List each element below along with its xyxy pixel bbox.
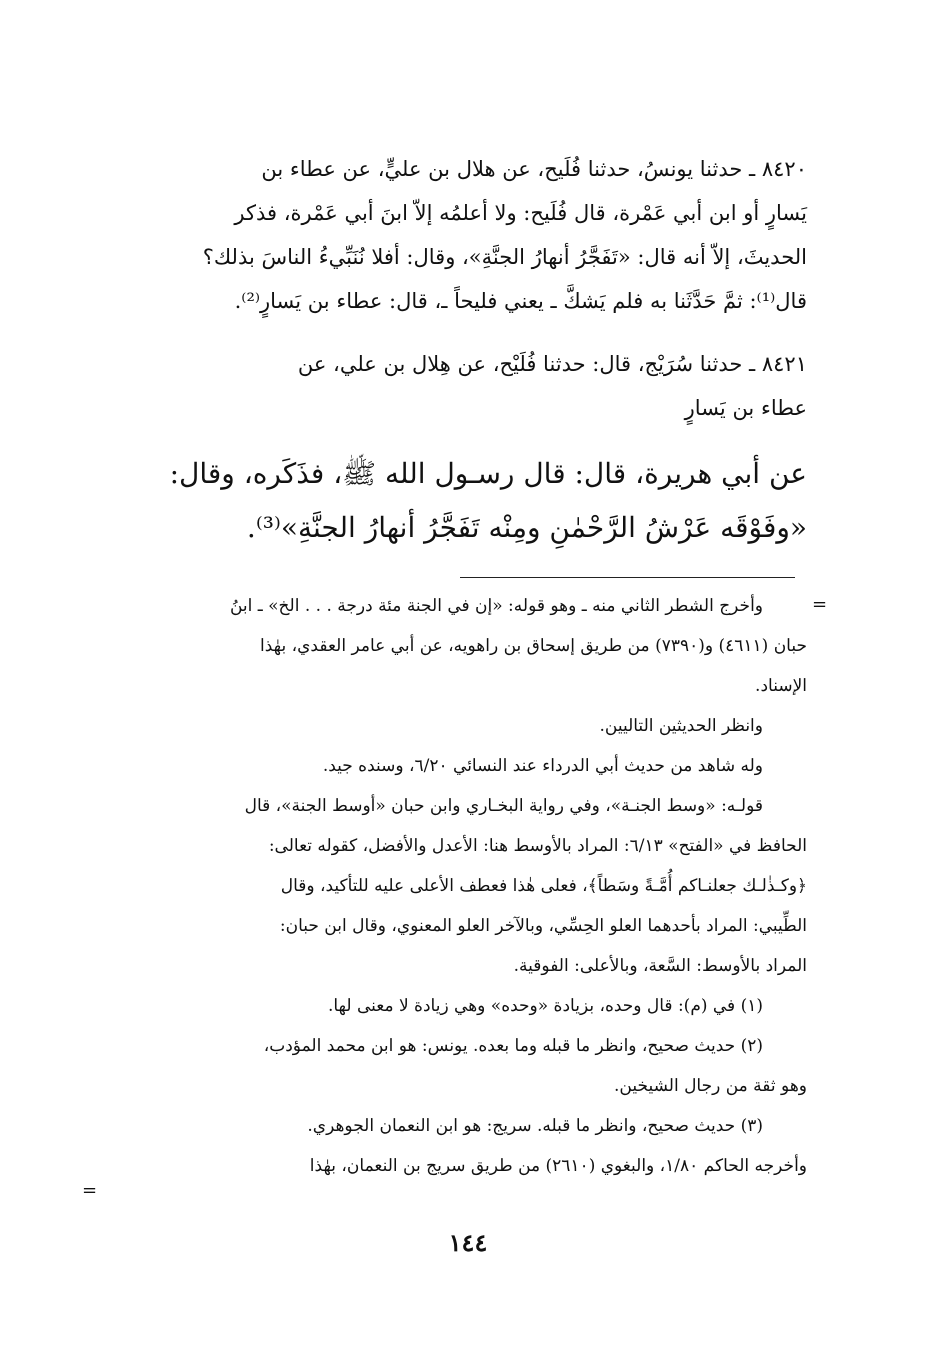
footnote-line: وله شاهد من حديث أبي الدرداء عند النسائي ٦/٢٠، وسنده جيد. [322,756,763,776]
footnote-line: قولـه: «وسط الجنـة»، وفي رواية البخـاري وابن حبان «أوسط الجنة»، قال [244,796,763,816]
text-line: عطاء بن يَسارٍ [684,396,807,420]
text-line: الحديثَ، إلاّ أنه قال: «تَفَجَّرُ أنهارُ الجنَّةِ»، وقال: أفلا نُنَبِّيءُ الناسَ بذلك؟ [202,245,807,269]
footnote-line: وأخرج الشطر الثاني منه ـ وهو قوله: «إن في الجنة مئة درجة . . . الخ» ـ ابنُ [229,596,763,616]
footnote-line: المراد بالأوسط: السَّعة، وبالأعلى: الفوقية. [513,956,807,976]
footnote-line: وأخرجه الحاكم ١/٨٠، والبغوي (٢٦١٠) من طريق سريج بن النعمان، بهٰذا [309,1156,807,1176]
footnote-1: (١) في (م): قال وحده، بزيادة «وحده» وهي زيادة لا معنى لها. [327,996,763,1016]
footnotes-section [100,586,807,1186]
footnote-line: الإسناد. [755,676,807,696]
text-line: عن أبي هريرة، قال: قال رسـول الله ﷺ، فذَكَره، وقال: [169,457,807,490]
footnote-3: (٣) حديث صحيح، وانظر ما قبله. سريج: هو ابن النعمان الجوهري. [307,1116,763,1136]
text-line: ٨٤٢٠ ـ حدثنا يونسُ، حدثنا فُلَيح، عن هلال بن عليٍّ، عن عطاء بن [261,157,807,181]
footnote-line: ﴿وكـذٰلـك جعلنـاكم أُمَّـةً وسَطاً﴾، فعلى هٰذا فعطف الأعلى عليه للتأكيد، وقال [280,876,807,896]
text-line: ٨٤٢١ ـ حدثنا سُرَيْج، قال: حدثنا فُلَيْح، عن هِلال بن علي، عن [297,352,807,376]
footnote-divider [460,577,795,578]
footnote-line: الحافظ في «الفتح» ٦/١٣: المراد بالأوسط هنا: الأعدل والأفضل، كقوله تعالى: [268,836,807,856]
text-line: قال⁽¹⁾: ثمَّ حَدَّثَنا به فلم يَشكَّ ـ يعني فليحاً ـ، قال: عطاء بن يَسارٍ⁽²⁾. [234,289,807,313]
continuation-mark-top: = [812,594,828,615]
hadith-matn [100,447,807,555]
hadith-8421 [100,342,807,430]
footnote-line: الطِّيبي: المراد بأحدهما العلو الحِسِّي، وبالآخر العلو المعنوي، وقال ابن حبان: [279,916,807,936]
continuation-mark-bottom: = [82,1180,98,1201]
text-line: يَسارٍ أو ابن أبي عَمْرة، قال فُلَيح: ولا أعلمُه إلاّ ابنَ أبي عَمْرة، فذكر [234,201,807,225]
page-number: ١٤٤ [448,1228,488,1257]
footnote-line: وهو ثقة من رجال الشيخين. [614,1076,807,1096]
text-line: «وفَوْقَه عَرْشُ الرَّحْمٰنِ ومِنْه تَفَجَّرُ أنهارُ الجنَّةِ»⁽³⁾. [246,511,807,544]
footnote-line: حبان (٤٦١١) و(٧٣٩٠) من طريق إسحاق بن راهويه، عن أبي عامر العقدي، بهٰذا [260,636,807,656]
footnote-line: وانظر الحديثين التاليين. [599,716,763,736]
hadith-8420 [100,147,807,323]
footnote-2: (٢) حديث صحيح، وانظر ما قبله وما بعده. يونس: هو ابن محمد المؤدب، [263,1036,763,1056]
